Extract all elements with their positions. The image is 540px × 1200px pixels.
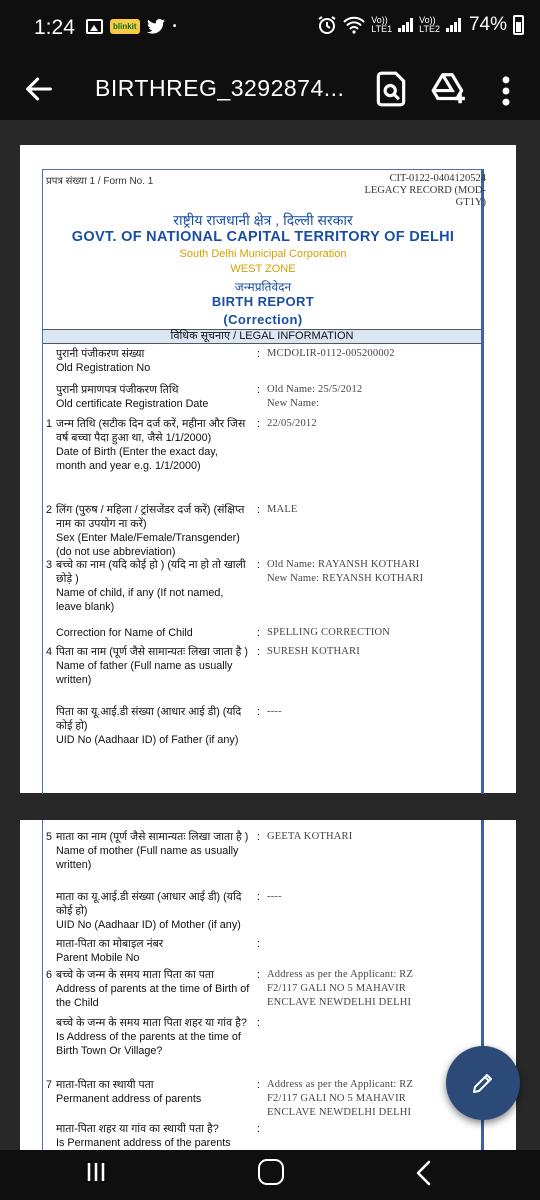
label-english: Parent Mobile No	[56, 952, 140, 964]
label-hindi: लिंग (पुरुष / महिला / ट्रांसजेंडर दर्ज करें) (संक्षिप्त नाम का उपयोग ना करें)	[56, 504, 245, 530]
blinkit-notification-icon: blinkit	[110, 19, 140, 34]
colon: :	[257, 938, 260, 950]
label-english: Name of child, if any (If not named, leave blank)	[56, 587, 224, 613]
pdf-page-2	[20, 820, 516, 1150]
row-number: 5	[46, 831, 53, 843]
row-value	[267, 626, 467, 640]
value-line: F2/117 GALI NO 5 MAHAVIR	[267, 1093, 406, 1104]
colon: :	[257, 1079, 260, 1091]
row-label	[56, 558, 251, 614]
row-number: 3	[46, 559, 53, 571]
colon: :	[257, 384, 260, 396]
value-line: SURESH KOTHARI	[267, 646, 360, 657]
colon: :	[257, 706, 260, 718]
header-corporation: South Delhi Municipal Corporation	[179, 248, 347, 260]
add-to-drive-icon[interactable]	[430, 70, 468, 108]
row-label	[56, 503, 251, 559]
recent-apps-icon[interactable]	[84, 1160, 108, 1184]
value-line: SPELLING CORRECTION	[267, 627, 391, 638]
value-line: Address as per the Applicant: RZ	[267, 969, 414, 980]
row-label	[56, 705, 251, 747]
battery-icon	[513, 15, 524, 35]
sim2-label: Vo))	[419, 15, 436, 25]
status-time: 1:24	[34, 16, 75, 39]
label-english: Is Permanent address of the parents	[56, 1137, 231, 1149]
value-line: F2/117 GALI NO 5 MAHAVIR	[267, 983, 406, 994]
row-label	[56, 645, 251, 687]
value-line: 22/05/2012	[267, 418, 317, 429]
arrow-left-icon[interactable]	[22, 72, 56, 106]
label-english: Name of mother (Full name as usually written)	[56, 845, 239, 871]
battery-percent: 74%	[468, 14, 507, 35]
twitter-notification-icon	[147, 19, 165, 34]
file-title: BIRTHREG_3292874...	[95, 75, 345, 101]
system-nav-bar	[0, 1150, 540, 1200]
label-hindi: पिता का नाम (पूर्ण जैसे सामान्यतः लिखा जाता है )	[56, 646, 249, 658]
row-label	[56, 890, 251, 932]
sim2-indicator	[419, 16, 440, 34]
value-line: GEETA KOTHARI	[267, 831, 353, 842]
header-hindi-govt: राष्ट्रीय राजधानी क्षेत्र , दिल्ली सरकार	[173, 212, 353, 228]
row-label	[56, 626, 251, 640]
value-line: Address as per the Applicant: RZ	[267, 1079, 414, 1090]
row-value	[267, 347, 467, 361]
value-line: New Name:	[267, 398, 320, 409]
row-value	[267, 830, 467, 844]
cit-line: CIT-0122-0404120524	[389, 173, 486, 184]
colon: :	[257, 559, 260, 571]
find-in-document-icon[interactable]	[372, 70, 410, 108]
row-value	[267, 890, 467, 904]
row-value	[267, 558, 467, 586]
pdf-page-1	[20, 145, 516, 793]
cit-line: LEGACY RECORD (MOD-	[364, 185, 486, 196]
colon: :	[257, 418, 260, 430]
label-hindi: बच्चे का नाम (यदि कोई हो ) (यदि ना हो तो खाली छोड़े )	[56, 559, 246, 585]
label-english: Name of father (Full name as usually written)	[56, 660, 233, 686]
value-line: New Name: REYANSH KOTHARI	[267, 573, 424, 584]
more-vert-icon[interactable]	[494, 72, 518, 110]
back-chevron-icon[interactable]	[414, 1159, 434, 1187]
value-line: ----	[267, 891, 282, 902]
label-english: Correction for Name of Child	[56, 627, 193, 639]
home-icon[interactable]	[258, 1159, 284, 1185]
colon: :	[257, 891, 260, 903]
row-label	[56, 937, 251, 965]
sim2-sub: LTE2	[419, 24, 440, 34]
cit-line: GT1Y)	[455, 197, 486, 208]
row-value	[267, 383, 467, 411]
label-hindi: जन्म तिथि (सटीक दिन दर्ज करें, महीना और जिस वर्ष बच्चा पैदा हुआ था, जैसे 1/1/2000)	[56, 418, 246, 444]
row-label	[56, 1016, 251, 1058]
label-hindi: माता-पिता शहर या गांव का स्थायी पता है?	[56, 1123, 219, 1135]
system-status-icons	[317, 14, 524, 36]
label-hindi: बच्चे के जन्म के समय माता पिता शहर या गांव है?	[56, 1017, 247, 1029]
label-english: Old Registration No	[56, 362, 151, 374]
row-value	[267, 1078, 467, 1120]
row-label	[56, 830, 251, 872]
label-english: Sex (Enter Male/Female/Transgender) (do not use abbreviation)	[56, 532, 240, 558]
value-line: Old Name: RAYANSH KOTHARI	[267, 559, 420, 570]
alarm-icon	[317, 15, 337, 35]
row-number: 2	[46, 504, 53, 516]
colon: :	[257, 1123, 260, 1135]
label-hindi: बच्चे के जन्म के समय माता पिता का पता	[56, 969, 214, 981]
more-notifications-dot: •	[171, 21, 178, 32]
signal1-icon	[398, 18, 413, 32]
sim1-sub: LTE1	[371, 24, 393, 34]
sim1-indicator	[371, 16, 392, 34]
row-value	[267, 645, 467, 659]
value-line: ENCLAVE NEWDELHI DELHI	[267, 1107, 412, 1118]
label-english: UID No (Aadhaar ID) of Father (if any)	[56, 734, 239, 746]
header-govt: GOVT. OF NATIONAL CAPITAL TERRITORY OF DELHI	[71, 229, 455, 245]
label-english: UID No (Aadhaar ID) of Mother (if any)	[56, 919, 241, 931]
row-label	[56, 383, 251, 411]
label-english: Is Address of the parents at the time of Birth Town Or Village?	[56, 1031, 241, 1057]
label-hindi: माता का नाम (पूर्ण जैसे सामान्यतः लिखा जाता है )	[56, 831, 249, 843]
label-hindi: माता-पिता का स्थायी पता	[56, 1079, 154, 1091]
row-label	[56, 347, 251, 375]
label-english: Old certificate Registration Date	[56, 398, 209, 410]
header-birth-report: BIRTH REPORT	[211, 294, 315, 309]
colon: :	[257, 831, 260, 843]
wifi-icon	[343, 16, 365, 34]
value-line: Old Name: 25/5/2012	[267, 384, 363, 395]
label-english: Date of Birth (Enter the exact day, month and year e.g. 1/1/2000)	[56, 446, 218, 472]
label-hindi: पिता का यू.आई.डी संख्या (आधार आई डी) (यदि कोई हो)	[56, 706, 242, 732]
status-bar	[0, 0, 540, 58]
row-value	[267, 705, 467, 719]
header-correction: (Correction)	[223, 312, 303, 327]
label-hindi: पुरानी पंजीकरण संख्या	[56, 348, 145, 360]
edit-fab-button[interactable]	[446, 1046, 520, 1120]
label-hindi: माता-पिता का मोबाइल नंबर	[56, 938, 164, 950]
colon: :	[257, 627, 260, 639]
label-english: Address of parents at the time of Birth of the Child	[56, 983, 250, 1009]
row-value	[267, 417, 467, 431]
value-line: MALE	[267, 504, 298, 515]
colon: :	[257, 504, 260, 516]
legal-information-bar: विधिक सूचनाए / LEGAL INFORMATION	[43, 329, 481, 344]
row-label	[56, 1078, 251, 1106]
value-line: MCDOLIR-0112-005200002	[267, 348, 395, 359]
row-label	[56, 968, 251, 1010]
certificate-id	[336, 173, 486, 209]
row-number: 1	[46, 418, 53, 430]
form-number: प्रपत्र संख्या 1 / Form No. 1	[46, 176, 154, 187]
signal2-icon	[446, 18, 461, 32]
app-bar	[0, 58, 540, 120]
row-number: 4	[46, 646, 53, 658]
edit-pencil-icon	[471, 1071, 495, 1095]
colon: :	[257, 646, 260, 658]
colon: :	[257, 969, 260, 981]
pdf-viewer[interactable]	[0, 120, 540, 1150]
sim1-label: Vo))	[371, 15, 388, 25]
notification-icons	[86, 19, 177, 34]
row-number: 7	[46, 1079, 53, 1091]
label-hindi: माता का यू.आई.डी संख्या (आधार आई डी) (यदि कोई हो)	[56, 891, 242, 917]
row-label	[56, 417, 246, 473]
row-value	[267, 968, 467, 1010]
header-hindi-report: जन्मप्रतिवेदन	[234, 280, 292, 294]
colon: :	[257, 348, 260, 360]
row-number: 6	[46, 969, 53, 981]
gallery-notification-icon	[86, 19, 103, 34]
colon: :	[257, 1017, 260, 1029]
header-zone: WEST ZONE	[230, 263, 296, 275]
row-value	[267, 503, 467, 517]
label-english: Permanent address of parents	[56, 1093, 202, 1105]
value-line: ENCLAVE NEWDELHI DELHI	[267, 997, 412, 1008]
label-hindi: पुरानी प्रमाणपत्र पंजीकरण तिथि	[56, 384, 179, 396]
value-line: ----	[267, 706, 282, 717]
